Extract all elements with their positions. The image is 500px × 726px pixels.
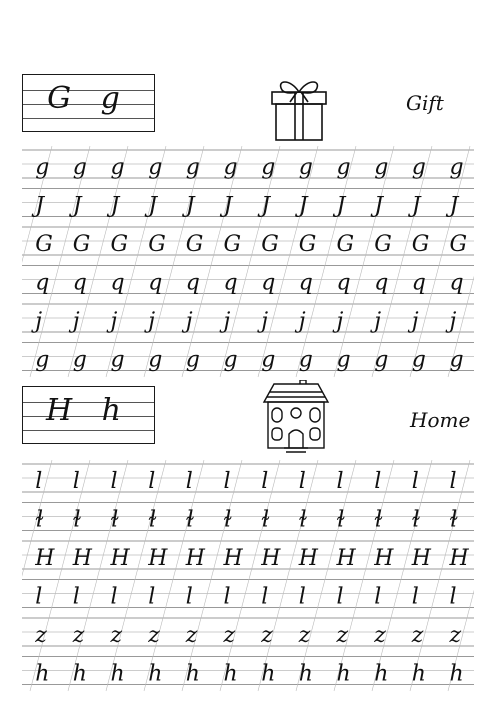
- practice-glyph: g: [449, 347, 464, 373]
- practice-glyph: z: [148, 623, 160, 648]
- practice-glyph: q: [449, 270, 464, 296]
- practice-glyph: J: [185, 193, 195, 219]
- practice-glyph: J: [298, 193, 308, 219]
- practice-glyph: g: [449, 155, 464, 180]
- gift-box-icon: [268, 74, 330, 142]
- practice-glyph: g: [374, 155, 389, 180]
- practice-glyph: q: [298, 270, 313, 296]
- practice-glyph: j: [148, 309, 156, 334]
- practice-glyph: g: [298, 155, 313, 180]
- practice-glyph: l: [374, 584, 382, 610]
- practice-glyph: h: [223, 661, 238, 687]
- practice-glyph: J: [223, 193, 233, 219]
- practice-glyph: H: [223, 546, 243, 571]
- practice-glyph: G: [35, 232, 53, 257]
- practice-glyph: g: [261, 155, 276, 180]
- practice-glyph: j: [185, 309, 193, 334]
- practice-glyph: H: [110, 546, 130, 571]
- practice-glyph: l: [35, 469, 43, 494]
- practice-glyph: G: [185, 232, 204, 257]
- practice-glyph: l: [411, 469, 419, 494]
- practice-glyph: q: [374, 270, 389, 296]
- practice-glyph: q: [185, 270, 200, 296]
- practice-glyph: ɫ: [374, 507, 383, 533]
- practice-glyph: J: [411, 193, 421, 219]
- practice-glyph: l: [110, 469, 118, 494]
- practice-glyph: G: [223, 232, 242, 257]
- practice-glyph: G: [411, 232, 430, 257]
- practice-glyph: J: [374, 193, 384, 219]
- letter-card-g-text: G g: [47, 81, 130, 116]
- practice-glyph: G: [261, 232, 279, 257]
- practice-glyph: h: [449, 661, 464, 687]
- practice-glyph: g: [223, 155, 238, 180]
- practice-glyph: z: [35, 623, 47, 648]
- practice-glyph: G: [374, 232, 392, 257]
- practice-glyph: H: [449, 546, 469, 571]
- practice-glyph: h: [411, 661, 426, 687]
- practice-glyph: J: [110, 193, 120, 219]
- practice-glyph: q: [35, 270, 50, 296]
- practice-glyph: z: [374, 623, 386, 648]
- practice-glyph: g: [374, 347, 389, 373]
- practice-glyph: H: [298, 546, 318, 571]
- practice-glyph: g: [35, 347, 50, 373]
- practice-glyph: j: [223, 309, 231, 334]
- practice-glyph: q: [411, 270, 426, 296]
- practice-glyph: l: [223, 469, 231, 494]
- practice-glyph: h: [110, 661, 125, 687]
- practice-glyph: z: [223, 623, 236, 648]
- practice-glyph: J: [261, 193, 271, 219]
- practice-glyph: q: [223, 270, 238, 296]
- practice-grid-h: [22, 460, 474, 692]
- practice-glyph: j: [35, 309, 43, 334]
- practice-glyph: g: [411, 347, 426, 373]
- practice-glyph: q: [261, 270, 276, 296]
- practice-glyph: l: [72, 469, 80, 494]
- practice-glyph: j: [374, 309, 382, 334]
- practice-glyph: G: [449, 232, 468, 257]
- practice-glyph: G: [148, 232, 166, 257]
- practice-glyph: q: [336, 270, 351, 296]
- practice-glyph: l: [298, 584, 306, 610]
- practice-glyph: z: [336, 623, 349, 648]
- letter-card-h: [22, 386, 155, 444]
- practice-glyph: ɫ: [72, 507, 82, 533]
- practice-glyph: h: [374, 661, 389, 687]
- practice-glyph: h: [298, 661, 313, 687]
- practice-glyph: g: [336, 347, 351, 373]
- practice-glyph: g: [72, 155, 87, 180]
- practice-glyph: G: [298, 232, 317, 257]
- practice-glyph: q: [72, 270, 87, 296]
- practice-glyph: l: [298, 469, 306, 494]
- practice-glyph: z: [298, 623, 311, 648]
- practice-glyph: j: [261, 309, 269, 334]
- practice-glyph: ɫ: [261, 507, 270, 533]
- practice-glyph: G: [336, 232, 355, 257]
- practice-glyph: j: [336, 309, 344, 334]
- practice-glyph: l: [449, 469, 457, 494]
- practice-glyph: ɫ: [148, 507, 157, 533]
- practice-glyph: l: [223, 584, 231, 610]
- practice-glyph: ɫ: [449, 507, 458, 533]
- practice-glyph: H: [35, 546, 55, 571]
- practice-glyph: g: [261, 347, 276, 373]
- practice-glyph: ɫ: [35, 507, 44, 533]
- practice-glyph: l: [449, 584, 457, 610]
- practice-glyph: H: [374, 546, 394, 571]
- practice-glyph: l: [374, 469, 382, 494]
- practice-glyph: g: [148, 155, 163, 180]
- practice-glyph: l: [35, 584, 43, 610]
- practice-glyph: l: [185, 469, 193, 494]
- practice-glyph: G: [110, 232, 129, 257]
- practice-glyph: g: [411, 155, 426, 180]
- practice-glyph: H: [148, 546, 168, 571]
- practice-glyph: g: [110, 155, 125, 180]
- practice-glyph: J: [336, 193, 346, 219]
- practice-glyph: l: [336, 469, 344, 494]
- practice-glyph: j: [449, 309, 457, 334]
- practice-glyph: l: [72, 584, 80, 610]
- practice-glyph: q: [148, 270, 163, 296]
- letter-card-g: [22, 74, 155, 132]
- practice-glyph: z: [449, 623, 462, 648]
- practice-glyph: ɫ: [298, 507, 308, 533]
- letter-card-h-text: H h: [45, 393, 132, 428]
- practice-glyph: H: [336, 546, 356, 571]
- practice-glyph: l: [411, 584, 419, 610]
- practice-glyph: l: [148, 469, 156, 494]
- practice-glyph: g: [223, 347, 238, 373]
- practice-glyph: l: [185, 584, 193, 610]
- house-icon: [260, 380, 332, 456]
- practice-glyph: z: [110, 623, 123, 648]
- practice-glyph: J: [72, 193, 82, 219]
- practice-glyph: J: [35, 193, 45, 219]
- practice-grid-g: [22, 146, 474, 378]
- practice-glyph: j: [298, 309, 306, 334]
- practice-glyph: H: [261, 546, 281, 571]
- practice-glyph: h: [35, 661, 50, 687]
- practice-glyph: ɫ: [411, 507, 421, 533]
- practice-glyph: h: [261, 661, 276, 687]
- practice-glyph: g: [148, 347, 163, 373]
- example-word-gift: Gift: [406, 91, 444, 115]
- practice-glyph: J: [148, 193, 158, 219]
- practice-glyph: G: [72, 232, 91, 257]
- practice-glyph: ɫ: [336, 507, 345, 533]
- practice-glyph: g: [110, 347, 125, 373]
- practice-glyph: l: [336, 584, 344, 610]
- practice-glyph: z: [411, 623, 424, 648]
- practice-glyph: H: [185, 546, 205, 571]
- practice-glyph: h: [148, 661, 163, 687]
- practice-glyph: g: [185, 347, 200, 373]
- practice-glyph: h: [185, 661, 200, 687]
- practice-glyph: g: [72, 347, 87, 373]
- practice-glyph: g: [336, 155, 351, 180]
- practice-glyph: g: [298, 347, 313, 373]
- practice-glyph: l: [148, 584, 156, 610]
- practice-glyph: h: [336, 661, 351, 687]
- practice-glyph: g: [185, 155, 200, 180]
- practice-glyph: ɫ: [223, 507, 232, 533]
- practice-glyph: J: [449, 193, 459, 219]
- example-word-home: Home: [410, 408, 471, 432]
- practice-glyph: ɫ: [110, 507, 119, 533]
- practice-glyph: j: [110, 309, 118, 334]
- practice-glyph: ɫ: [185, 507, 195, 533]
- practice-glyph: j: [72, 309, 80, 334]
- practice-glyph: z: [261, 623, 273, 648]
- practice-glyph: l: [261, 469, 269, 494]
- practice-glyph: q: [110, 270, 125, 296]
- practice-glyph: l: [261, 584, 269, 610]
- practice-glyph: h: [72, 661, 87, 687]
- practice-glyph: H: [411, 546, 431, 571]
- practice-glyph: z: [72, 623, 85, 648]
- practice-glyph: g: [35, 155, 50, 180]
- practice-glyph: H: [72, 546, 92, 571]
- practice-glyph: z: [185, 623, 198, 648]
- practice-glyph: l: [110, 584, 118, 610]
- practice-glyph: j: [411, 309, 419, 334]
